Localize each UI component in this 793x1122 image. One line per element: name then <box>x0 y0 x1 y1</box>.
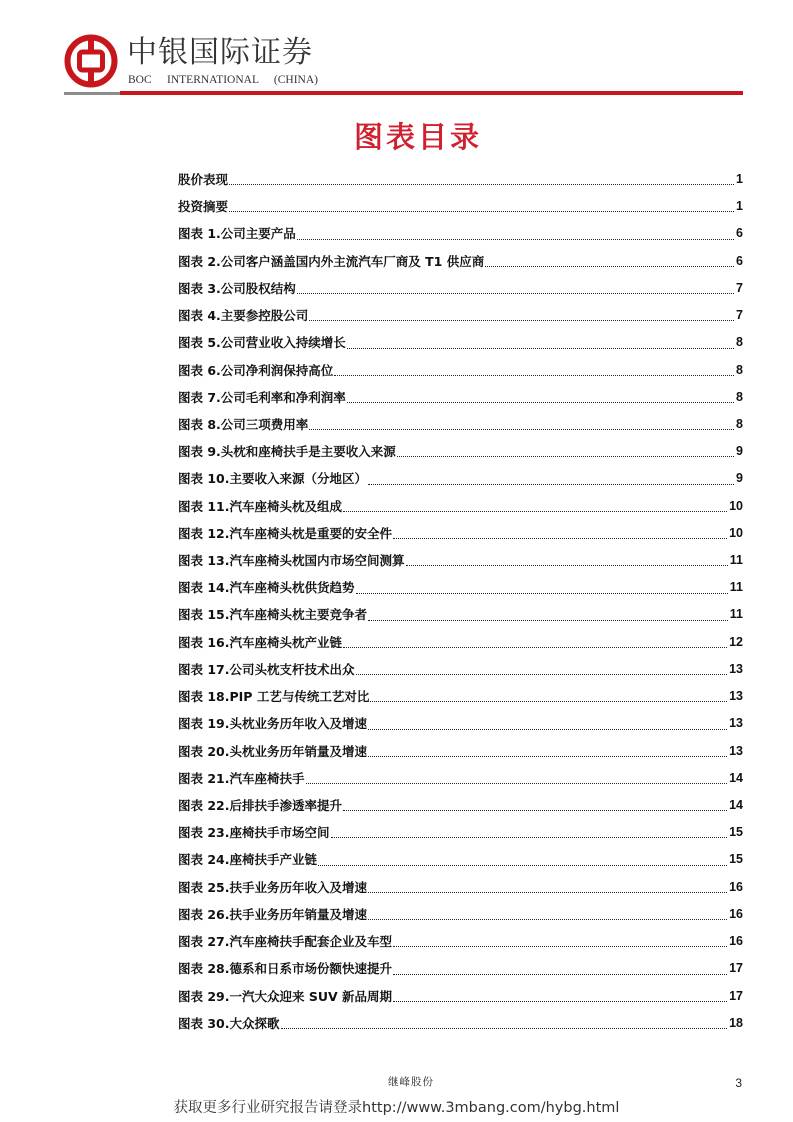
toc-entry-label: 图表 9.头枕和座椅扶手是主要收入来源 <box>178 444 396 460</box>
toc-entry[interactable] <box>178 683 743 710</box>
toc-entry[interactable] <box>178 1010 743 1037</box>
toc-entry[interactable] <box>178 384 743 411</box>
toc-dot-leader <box>309 429 734 430</box>
toc-entry-page: 7 <box>736 308 743 323</box>
toc-entry-page: 6 <box>736 253 743 268</box>
toc-entry-label: 图表 10.主要收入来源（分地区） <box>178 471 367 487</box>
toc-entry-page: 11 <box>729 580 743 595</box>
toc-dot-leader <box>368 919 727 920</box>
toc-entry-page: 17 <box>729 961 743 976</box>
toc-dot-leader <box>343 511 727 512</box>
toc-entry-label: 图表 22.后排扶手渗透率提升 <box>178 798 342 814</box>
toc-entry-page: 8 <box>736 389 743 404</box>
toc-entry[interactable] <box>178 710 743 737</box>
toc-dot-leader <box>406 565 728 566</box>
toc-dot-leader <box>347 348 734 349</box>
toc-dot-leader <box>485 266 734 267</box>
toc-entry-page: 14 <box>729 770 743 785</box>
toc-entry[interactable] <box>178 602 743 629</box>
toc-entry[interactable] <box>178 819 743 846</box>
toc-entry-label: 图表 6.公司净利润保持高位 <box>178 362 334 378</box>
toc-dot-leader <box>229 184 734 185</box>
toc-entry-label: 投资摘要 <box>178 199 229 215</box>
toc-entry[interactable] <box>178 329 743 356</box>
toc-entry-label: 图表 13.汽车座椅头枕国内市场空间测算 <box>178 553 405 569</box>
toc-dot-leader <box>306 783 728 784</box>
toc-entry-page: 15 <box>729 852 743 867</box>
toc-entry-page: 12 <box>729 634 743 649</box>
toc-entry-page: 18 <box>729 1015 743 1030</box>
toc-entry-page: 13 <box>729 689 743 704</box>
toc-entry[interactable] <box>178 629 743 656</box>
toc-entry-page: 1 <box>736 199 743 214</box>
toc-entry[interactable] <box>178 357 743 384</box>
company-name-cn: 中银国际证券 <box>127 35 313 70</box>
toc-entry[interactable] <box>178 547 743 574</box>
toc-entry[interactable] <box>178 193 743 220</box>
toc-entry-label: 图表 29.一汽大众迎来 SUV 新品周期 <box>178 988 393 1004</box>
toc-entry-page: 8 <box>736 362 743 377</box>
toc-entry[interactable] <box>178 411 743 438</box>
toc-entry[interactable] <box>178 520 743 547</box>
toc-entry-label: 图表 25.扶手业务历年收入及增速 <box>178 879 367 895</box>
toc-entry-label: 图表 23.座椅扶手市场空间 <box>178 825 330 841</box>
toc-dot-leader <box>393 538 727 539</box>
boc-logo-icon <box>64 34 118 88</box>
toc-entry[interactable] <box>178 983 743 1010</box>
toc-entry-page: 13 <box>729 716 743 731</box>
toc-entry-page: 9 <box>736 471 743 486</box>
toc-dot-leader <box>229 211 734 212</box>
toc-entry[interactable] <box>178 792 743 819</box>
toc-entry[interactable] <box>178 901 743 928</box>
toc-entry-page: 16 <box>729 906 743 921</box>
toc-entry-label: 图表 2.公司客户涵盖国内外主流汽车厂商及 T1 供应商 <box>178 253 485 269</box>
toc-dot-leader <box>368 620 728 621</box>
toc-entry-label: 图表 17.公司头枕支杆技术出众 <box>178 661 355 677</box>
page-title: 图表目录 <box>353 120 482 154</box>
toc-entry-label: 图表 28.德系和日系市场份额快速提升 <box>178 961 392 977</box>
toc-entry-page: 14 <box>729 798 743 813</box>
toc-dot-leader <box>368 892 727 893</box>
toc-dot-leader <box>343 810 727 811</box>
toc-entry-page: 1 <box>736 171 743 186</box>
toc-dot-leader <box>397 456 734 457</box>
toc-entry-label: 图表 21.汽车座椅扶手 <box>178 770 305 786</box>
toc-dot-leader <box>356 593 728 594</box>
toc-entry[interactable] <box>178 438 743 465</box>
footer-page-number: 3 <box>735 1076 742 1090</box>
toc-entry-page: 8 <box>736 416 743 431</box>
toc-dot-leader <box>356 674 728 675</box>
footer-company: 继峰股份 <box>388 1076 434 1088</box>
toc-entry-label: 图表 1.公司主要产品 <box>178 226 296 242</box>
toc-entry[interactable] <box>178 220 743 247</box>
toc-entry-label: 图表 12.汽车座椅头枕是重要的安全件 <box>178 525 392 541</box>
header-rule-red <box>120 91 743 95</box>
toc-entry-label: 图表 5.公司营业收入持续增长 <box>178 335 346 351</box>
toc-dot-leader <box>393 974 727 975</box>
toc-dot-leader <box>393 1001 727 1002</box>
toc-entry-label: 图表 26.扶手业务历年销量及增速 <box>178 906 367 922</box>
toc-entry-label: 图表 7.公司毛利率和净利润率 <box>178 389 346 405</box>
toc-entry[interactable] <box>178 765 743 792</box>
toc-entry[interactable] <box>178 465 743 492</box>
toc-entry[interactable] <box>178 275 743 302</box>
toc-entry-label: 股价表现 <box>178 171 229 187</box>
toc-entry-page: 11 <box>729 607 743 622</box>
toc-entry-label: 图表 14.汽车座椅头枕供货趋势 <box>178 580 355 596</box>
toc-entry-label: 图表 24.座椅扶手产业链 <box>178 852 317 868</box>
header-rule-gray <box>64 92 120 95</box>
toc-dot-leader <box>370 701 727 702</box>
toc-dot-leader <box>281 1028 728 1029</box>
toc-entry[interactable] <box>178 493 743 520</box>
toc-entry-label: 图表 30.大众探歌 <box>178 1015 280 1031</box>
toc-entry-page: 6 <box>736 226 743 241</box>
toc-entry[interactable] <box>178 656 743 683</box>
toc-entry-page: 10 <box>729 525 743 540</box>
toc-entry-label: 图表 15.汽车座椅头枕主要竞争者 <box>178 607 367 623</box>
toc-entry-page: 17 <box>729 988 743 1003</box>
toc-entry[interactable] <box>178 248 743 275</box>
toc-entry-label: 图表 16.汽车座椅头枕产业链 <box>178 634 342 650</box>
toc-entry-page: 15 <box>729 825 743 840</box>
toc-dot-leader <box>343 647 727 648</box>
toc-entry-page: 16 <box>729 934 743 949</box>
toc-entry-page: 9 <box>736 444 743 459</box>
toc-entry-label: 图表 19.头枕业务历年收入及增速 <box>178 716 367 732</box>
toc-entry-page: 7 <box>736 280 743 295</box>
toc-dot-leader <box>334 375 734 376</box>
toc-dot-leader <box>297 239 734 240</box>
toc-entry-label: 图表 27.汽车座椅扶手配套企业及车型 <box>178 934 392 950</box>
toc-entry-page: 13 <box>729 743 743 758</box>
toc-entry-label: 图表 18.PIP 工艺与传统工艺对比 <box>178 689 370 705</box>
toc-entry-page: 13 <box>729 661 743 676</box>
toc-dot-leader <box>347 402 734 403</box>
toc-dot-leader <box>368 756 727 757</box>
toc-entry[interactable] <box>178 302 743 329</box>
toc-dot-leader <box>368 484 734 485</box>
toc-entry-label: 图表 4.主要参控股公司 <box>178 308 309 324</box>
toc-entry[interactable] <box>178 846 743 873</box>
toc-entry-page: 11 <box>729 553 743 568</box>
toc-dot-leader <box>297 293 734 294</box>
toc-entry[interactable] <box>178 166 743 193</box>
promo-banner: 获取更多行业研究报告请登录http://www.3mbang.com/hybg.html <box>173 1100 620 1116</box>
toc-dot-leader <box>368 729 727 730</box>
toc-entry-label: 图表 8.公司三项费用率 <box>178 416 309 432</box>
toc-entry-page: 16 <box>729 879 743 894</box>
toc-entry[interactable] <box>178 874 743 901</box>
toc-entry[interactable] <box>178 928 743 955</box>
toc-dot-leader <box>318 865 727 866</box>
toc-entry-label: 图表 3.公司股权结构 <box>178 280 296 296</box>
toc-entry-page: 8 <box>736 335 743 350</box>
company-name-en: BOC INTERNATIONAL (CHINA) <box>128 74 318 86</box>
toc-entry[interactable] <box>178 738 743 765</box>
toc-entry-label: 图表 11.汽车座椅头枕及组成 <box>178 498 342 514</box>
toc-entry-label: 图表 20.头枕业务历年销量及增速 <box>178 743 367 759</box>
toc-dot-leader <box>331 837 728 838</box>
toc-dot-leader <box>393 946 727 947</box>
toc-entry[interactable] <box>178 955 743 982</box>
toc-entry-page: 10 <box>729 498 743 513</box>
toc-dot-leader <box>309 320 734 321</box>
toc-entry[interactable] <box>178 574 743 601</box>
figure-list <box>178 166 743 1037</box>
